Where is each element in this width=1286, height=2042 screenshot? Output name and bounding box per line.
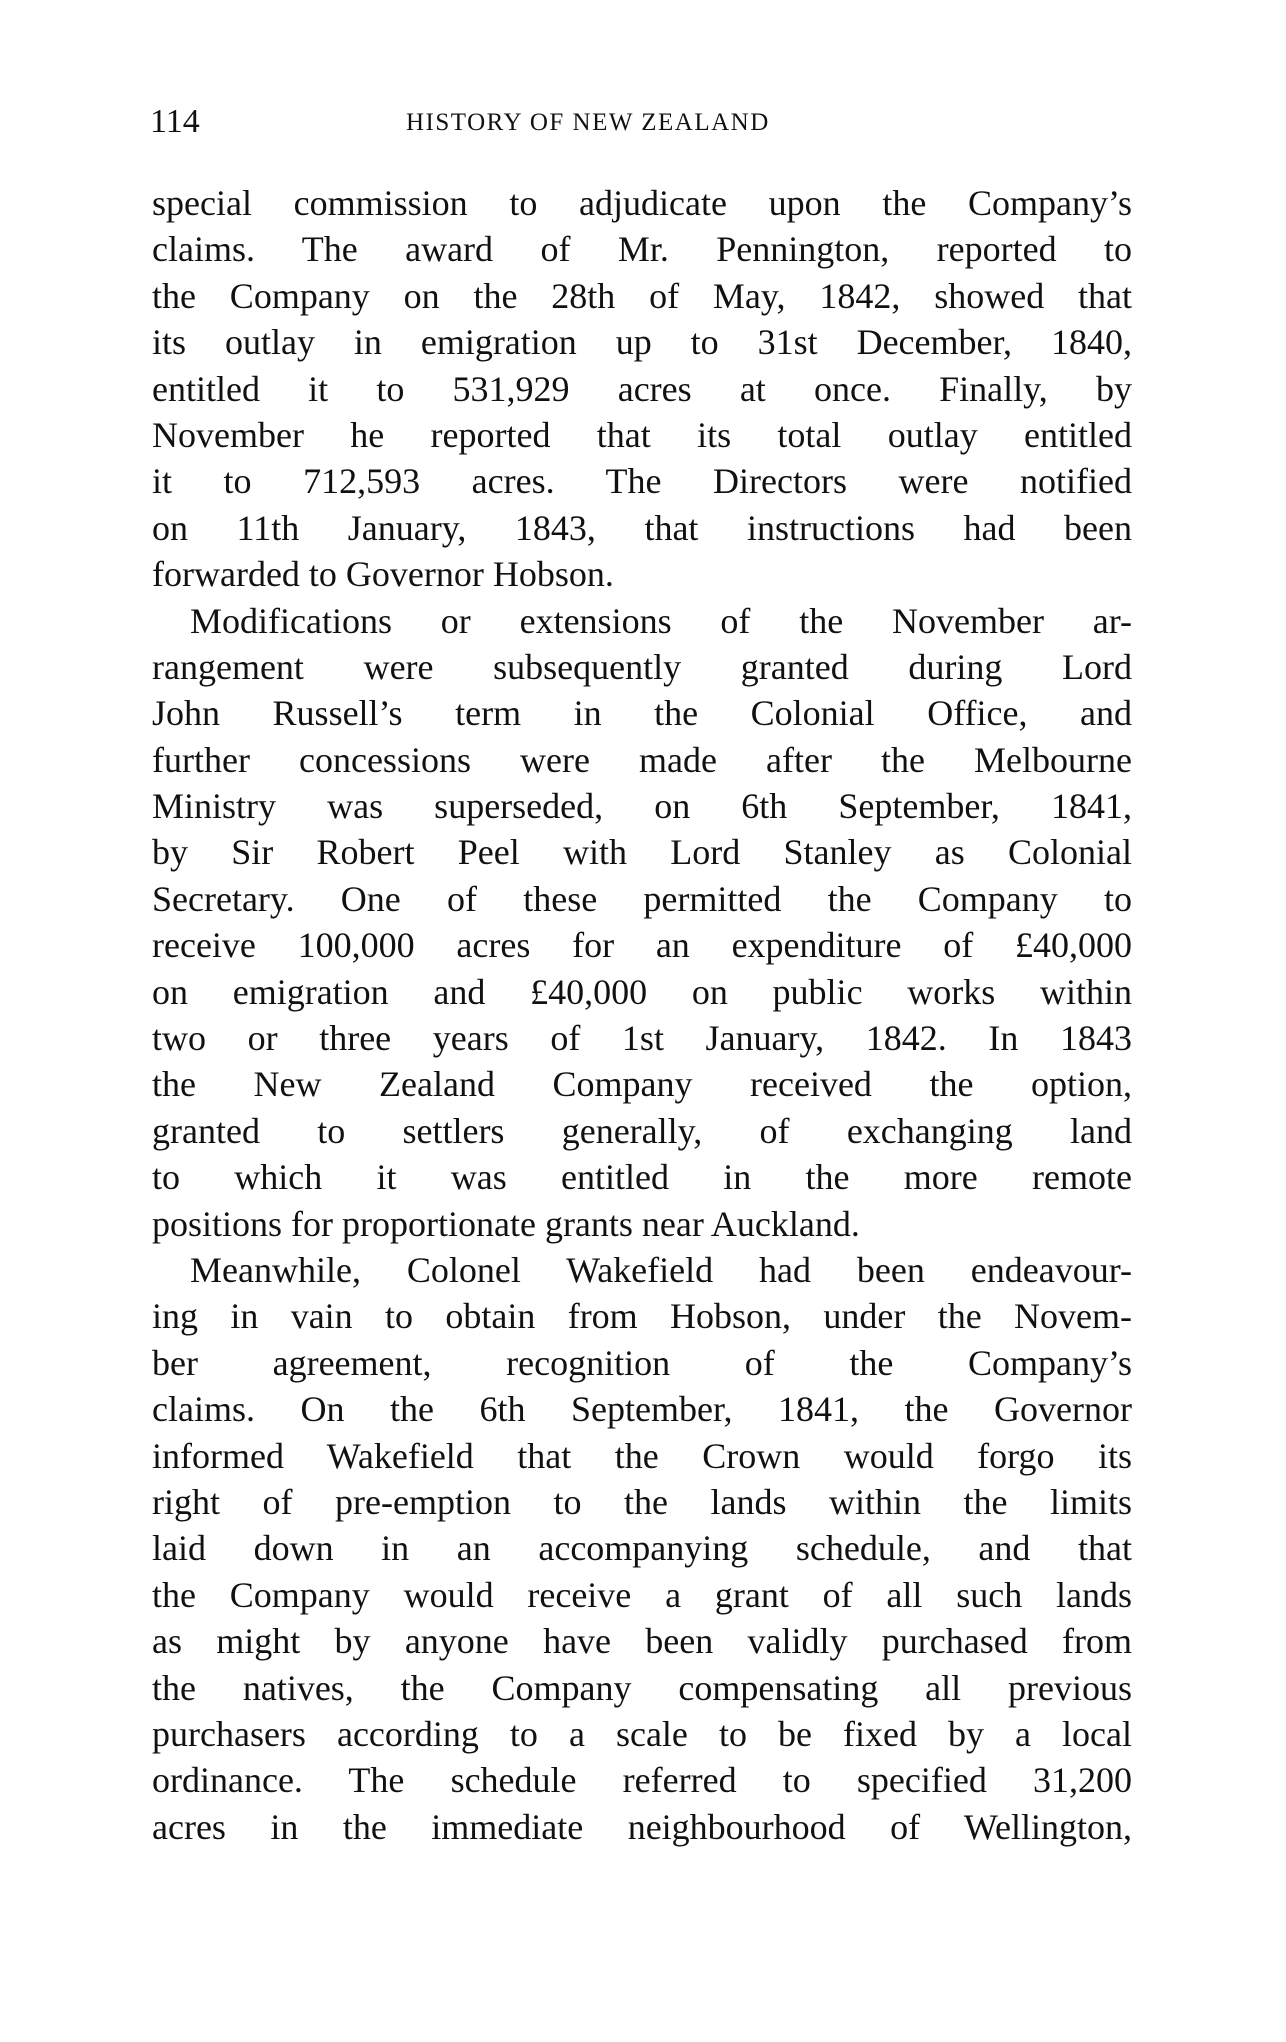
paragraph xyxy=(152,598,1132,1247)
text-line: positions for proportionate grants near Auckland. xyxy=(152,1203,860,1244)
text-line: rangement were subsequently granted during Lord xyxy=(152,646,1132,687)
text-line: granted to settlers generally, of exchanging land xyxy=(152,1110,1132,1151)
text-line: Ministry was superseded, on 6th September, 1841, xyxy=(152,786,1132,827)
text-line: special commission to adjudicate upon the Company’s xyxy=(152,183,1132,223)
text-line: acres in the immediate neighbourhood of Wellington, xyxy=(152,1806,1132,1847)
text-line: entitled it to 531,929 acres at once. Finally, by xyxy=(152,368,1132,409)
text-line: ordinance. The schedule referred to specified 31,200 xyxy=(152,1760,1132,1801)
paragraph xyxy=(152,180,1132,598)
text-line: purchasers according to a scale to be fixed by a local xyxy=(152,1713,1132,1754)
running-title: HISTORY OF NEW ZEALAND xyxy=(406,109,770,136)
text-line: right of pre-emption to the lands within the limits xyxy=(152,1481,1132,1522)
text-line: claims. On the 6th September, 1841, the Governor xyxy=(152,1389,1132,1430)
body-text xyxy=(152,180,1132,1850)
text-line: on emigration and £40,000 on public works within xyxy=(152,971,1132,1012)
text-line: the Company would receive a grant of all such lands xyxy=(152,1574,1132,1615)
page-number: 114 xyxy=(150,103,200,140)
text-line: to which it was entitled in the more remote xyxy=(152,1157,1132,1198)
text-line: by Sir Robert Peel with Lord Stanley as Colonial xyxy=(152,832,1132,873)
text-line: ber agreement, recognition of the Company’s xyxy=(152,1342,1132,1383)
text-line: claims. The award of Mr. Pennington, reported to xyxy=(152,229,1132,270)
text-line: its outlay in emigration up to 31st December, 1840, xyxy=(152,322,1132,363)
text-line: Meanwhile, Colonel Wakefield had been endeavour- xyxy=(190,1249,1132,1290)
text-line: receive 100,000 acres for an expenditure of £40,000 xyxy=(152,925,1132,966)
text-line: the natives, the Company compensating all previous xyxy=(152,1667,1132,1708)
text-line: November he reported that its total outlay entitled xyxy=(152,414,1132,455)
text-line: further concessions were made after the Melbourne xyxy=(152,739,1132,780)
paragraph xyxy=(152,1247,1132,1850)
text-line: the Company on the 28th of May, 1842, showed that xyxy=(152,275,1132,316)
text-line: laid down in an accompanying schedule, and that xyxy=(152,1528,1132,1569)
text-line: Secretary. One of these permitted the Company to xyxy=(152,878,1132,919)
text-line: it to 712,593 acres. The Directors were notified xyxy=(152,461,1132,502)
text-line: John Russell’s term in the Colonial Office, and xyxy=(152,693,1132,734)
page-header xyxy=(150,103,1132,143)
text-line: Modifications or extensions of the November ar- xyxy=(190,600,1132,641)
text-line: two or three years of 1st January, 1842. In 1843 xyxy=(152,1018,1132,1059)
text-line: the New Zealand Company received the option, xyxy=(152,1064,1132,1105)
text-line: forwarded to Governor Hobson. xyxy=(152,554,614,595)
text-line: on 11th January, 1843, that instructions had been xyxy=(152,507,1132,548)
text-line: as might by anyone have been validly purchased from xyxy=(152,1621,1132,1662)
text-line: informed Wakefield that the Crown would forgo its xyxy=(152,1435,1132,1476)
text-line: ing in vain to obtain from Hobson, under the Novem- xyxy=(152,1296,1132,1337)
